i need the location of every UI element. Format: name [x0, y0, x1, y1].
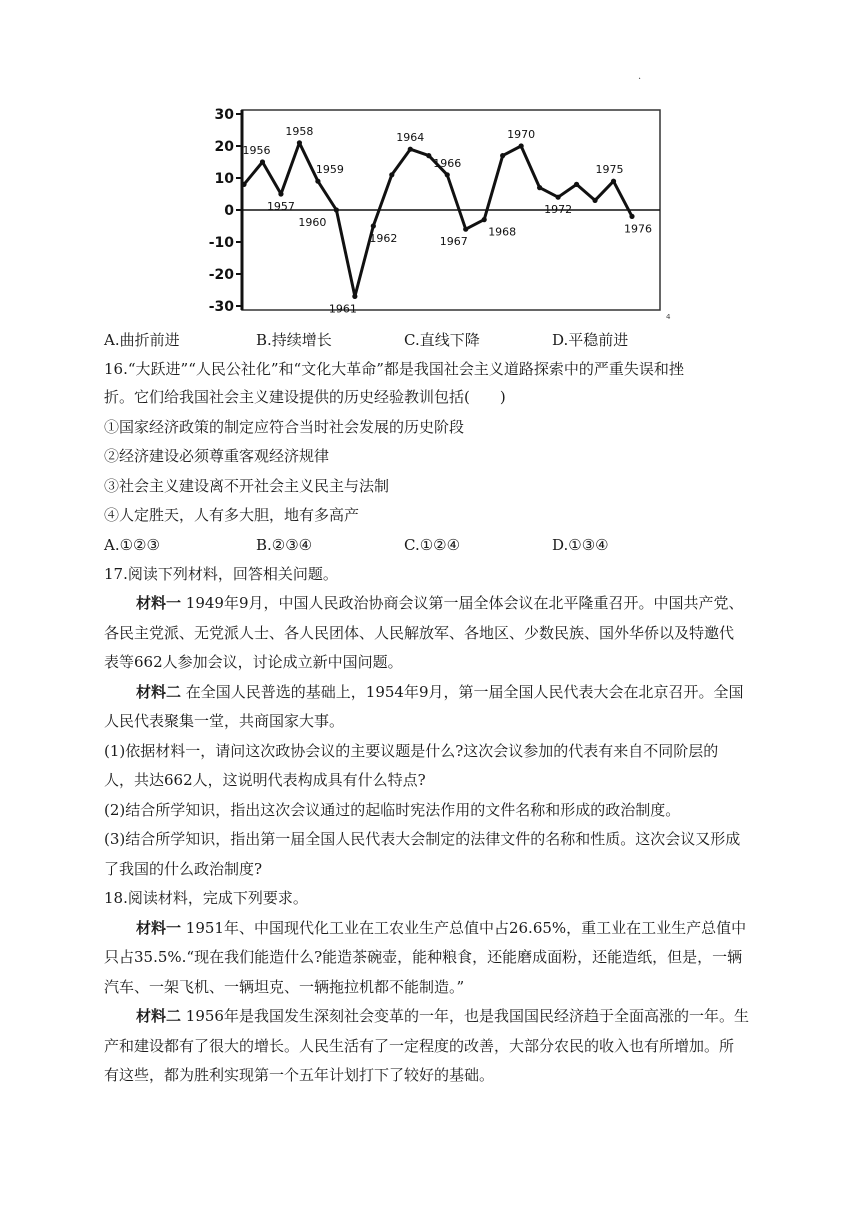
chart-axes — [242, 110, 660, 310]
q17-question-1-line-1: (1)依据材料一，请问这次政协会议的主要议题是什么?这次会议参加的代表有来自不同阶层的 — [104, 742, 719, 760]
point-label: 1958 — [285, 124, 314, 138]
q17-material-1-line-2: 各民主党派、无党派人士、各人民团体、人民解放军、各地区、少数民族、国外华侨以及特邀代 — [104, 624, 735, 642]
q18-material-2-text: 1956年是我国发生深刻社会变革的一年，也是我国国民经济趋于全面高涨的一年。生 — [181, 1007, 749, 1025]
data-point — [389, 172, 394, 177]
y-tick-label: -30 — [208, 299, 234, 315]
q17-material-1-label: 材料一 — [136, 594, 182, 612]
y-tick-label: -10 — [208, 235, 234, 251]
q16-item-4: ④人定胜天，人有多大胆，地有多高产 — [104, 506, 360, 524]
data-point — [482, 217, 487, 222]
q17-question-1-line-2: 人，共达662人，这说明代表构成具有什么特点? — [104, 771, 426, 789]
q17-material-1-line-3: 表等662人参加会议，讨论成立新中国问题。 — [104, 653, 403, 671]
y-tick-label: -20 — [208, 267, 234, 283]
q18-material-2-label: 材料二 — [136, 1007, 182, 1025]
q17-material-1-line-1 — [136, 593, 744, 613]
point-label: 1964 — [396, 131, 425, 145]
point-label: 1956 — [242, 144, 271, 157]
point-label: 1967 — [439, 235, 468, 249]
y-tick-label: 10 — [214, 171, 234, 187]
top-mark: · — [638, 74, 642, 85]
q17-material-1-text: 1949年9月，中国人民政治协商会议第一届全体会议在北平隆重召开。中国共产党、 — [181, 594, 744, 612]
q18-material-1-label: 材料一 — [136, 919, 182, 937]
q18-material-2-line-3: 有这些，都为胜利实现第一个五年计划打下了较好的基础。 — [104, 1066, 495, 1084]
point-label: 1975 — [595, 163, 624, 177]
q16-item-3: ③社会主义建设离不开社会主义民主与法制 — [104, 477, 390, 495]
point-label: 1962 — [369, 232, 398, 245]
data-point — [519, 143, 524, 148]
data-point — [371, 223, 376, 228]
q16-stem-line-2: 折。它们给我国社会主义建设提供的历史经验教训包括( ) — [104, 388, 506, 406]
q17-question-3-line-2: 了我国的什么政治制度? — [104, 860, 263, 878]
q16-stem-line-1: 16.“大跃进”“人民公社化”和“文化大革命”都是我国社会主义道路探索中的严重失误和挫 — [104, 360, 684, 378]
data-point — [315, 179, 320, 184]
data-point — [500, 153, 505, 158]
y-tick-label: 30 — [214, 107, 234, 123]
point-label: 1968 — [488, 225, 517, 239]
q15-option-d: D.平稳前进 — [552, 331, 629, 349]
q16-option-a: A.①②③ — [104, 536, 160, 554]
point-label: 1959 — [315, 163, 344, 177]
data-point — [241, 182, 246, 187]
data-point — [592, 198, 597, 203]
q18-material-1-line-3: 汽车、一架飞机、一辆坦克、一辆拖拉机都不能制造。” — [104, 978, 465, 996]
point-label: 1970 — [507, 128, 536, 141]
q16-option-b: B.②③④ — [256, 536, 313, 554]
data-point — [463, 227, 468, 232]
q17-material-2-text: 在全国人民普选的基础上，1954年9月，第一届全国人民代表大会在北京召开。全国 — [181, 683, 744, 701]
point-label: 1966 — [433, 156, 462, 170]
q15-option-c: C.直线下降 — [404, 331, 480, 349]
q18-material-1-text: 1951年、中国现代化工业在工农业生产总值中占26.65%，重工业在工业生产总值中 — [181, 919, 747, 937]
data-point — [537, 185, 542, 190]
point-label: 1957 — [266, 200, 295, 213]
q18-material-1-line-1 — [136, 918, 746, 938]
q15-option-a: A.曲折前进 — [104, 331, 180, 349]
data-point — [611, 179, 616, 184]
y-tick-label: 20 — [214, 139, 234, 155]
q17-material-2-label: 材料二 — [136, 683, 182, 701]
data-point — [334, 207, 339, 212]
q18-stem: 18.阅读材料，完成下列要求。 — [104, 889, 308, 907]
point-label: 1960 — [298, 216, 327, 229]
q16-item-2: ②经济建设必须尊重客观经济规律 — [104, 447, 330, 465]
point-label: 1972 — [544, 203, 573, 217]
q17-stem: 17.阅读下列材料，回答相关问题。 — [104, 565, 338, 583]
corner-mark: 4 — [666, 313, 671, 320]
q15-option-b: B.持续增长 — [256, 331, 332, 349]
data-point — [278, 191, 283, 196]
y-tick-label: 0 — [224, 203, 234, 219]
q16-option-c: C.①②④ — [404, 536, 461, 554]
data-point — [260, 159, 265, 164]
data-point — [555, 195, 560, 200]
data-point — [408, 147, 413, 152]
y-tick-labels — [209, 107, 242, 315]
q16-option-d: D.①③④ — [552, 536, 609, 554]
data-point — [297, 140, 302, 145]
q16-item-1: ①国家经济政策的制定应符合当时社会发展的历史阶段 — [104, 418, 465, 436]
q18-material-2-line-2: 产和建设都有了很大的增长。人民生活有了一定程度的改善，大部分农民的收入也有所增加。所 — [104, 1037, 735, 1055]
data-point — [574, 182, 579, 187]
q18-material-2-line-1 — [136, 1006, 749, 1026]
data-point — [445, 172, 450, 177]
q17-material-2-line-2: 人民代表聚集一堂，共商国家大事。 — [104, 712, 345, 730]
data-point — [352, 294, 357, 299]
q17-material-2-line-1 — [136, 682, 744, 702]
data-point — [629, 214, 634, 219]
growth-line-chart — [200, 98, 680, 320]
point-label: 1976 — [624, 222, 652, 236]
q17-question-3-line-1: (3)结合所学知识，指出第一届全国人民代表大会制定的法律文件的名称和性质。这次会议又形成 — [104, 830, 741, 848]
q18-material-1-line-2: 只占35.5%.“现在我们能造什么?能造茶碗壶，能种粮食，还能磨成面粉，还能造纸，但是，一辆 — [104, 948, 743, 966]
q17-question-2: (2)结合所学知识，指出这次会议通过的起临时宪法作用的文件名称和形成的政治制度。 — [104, 801, 681, 819]
data-point — [426, 153, 431, 158]
point-label: 1961 — [328, 302, 357, 316]
